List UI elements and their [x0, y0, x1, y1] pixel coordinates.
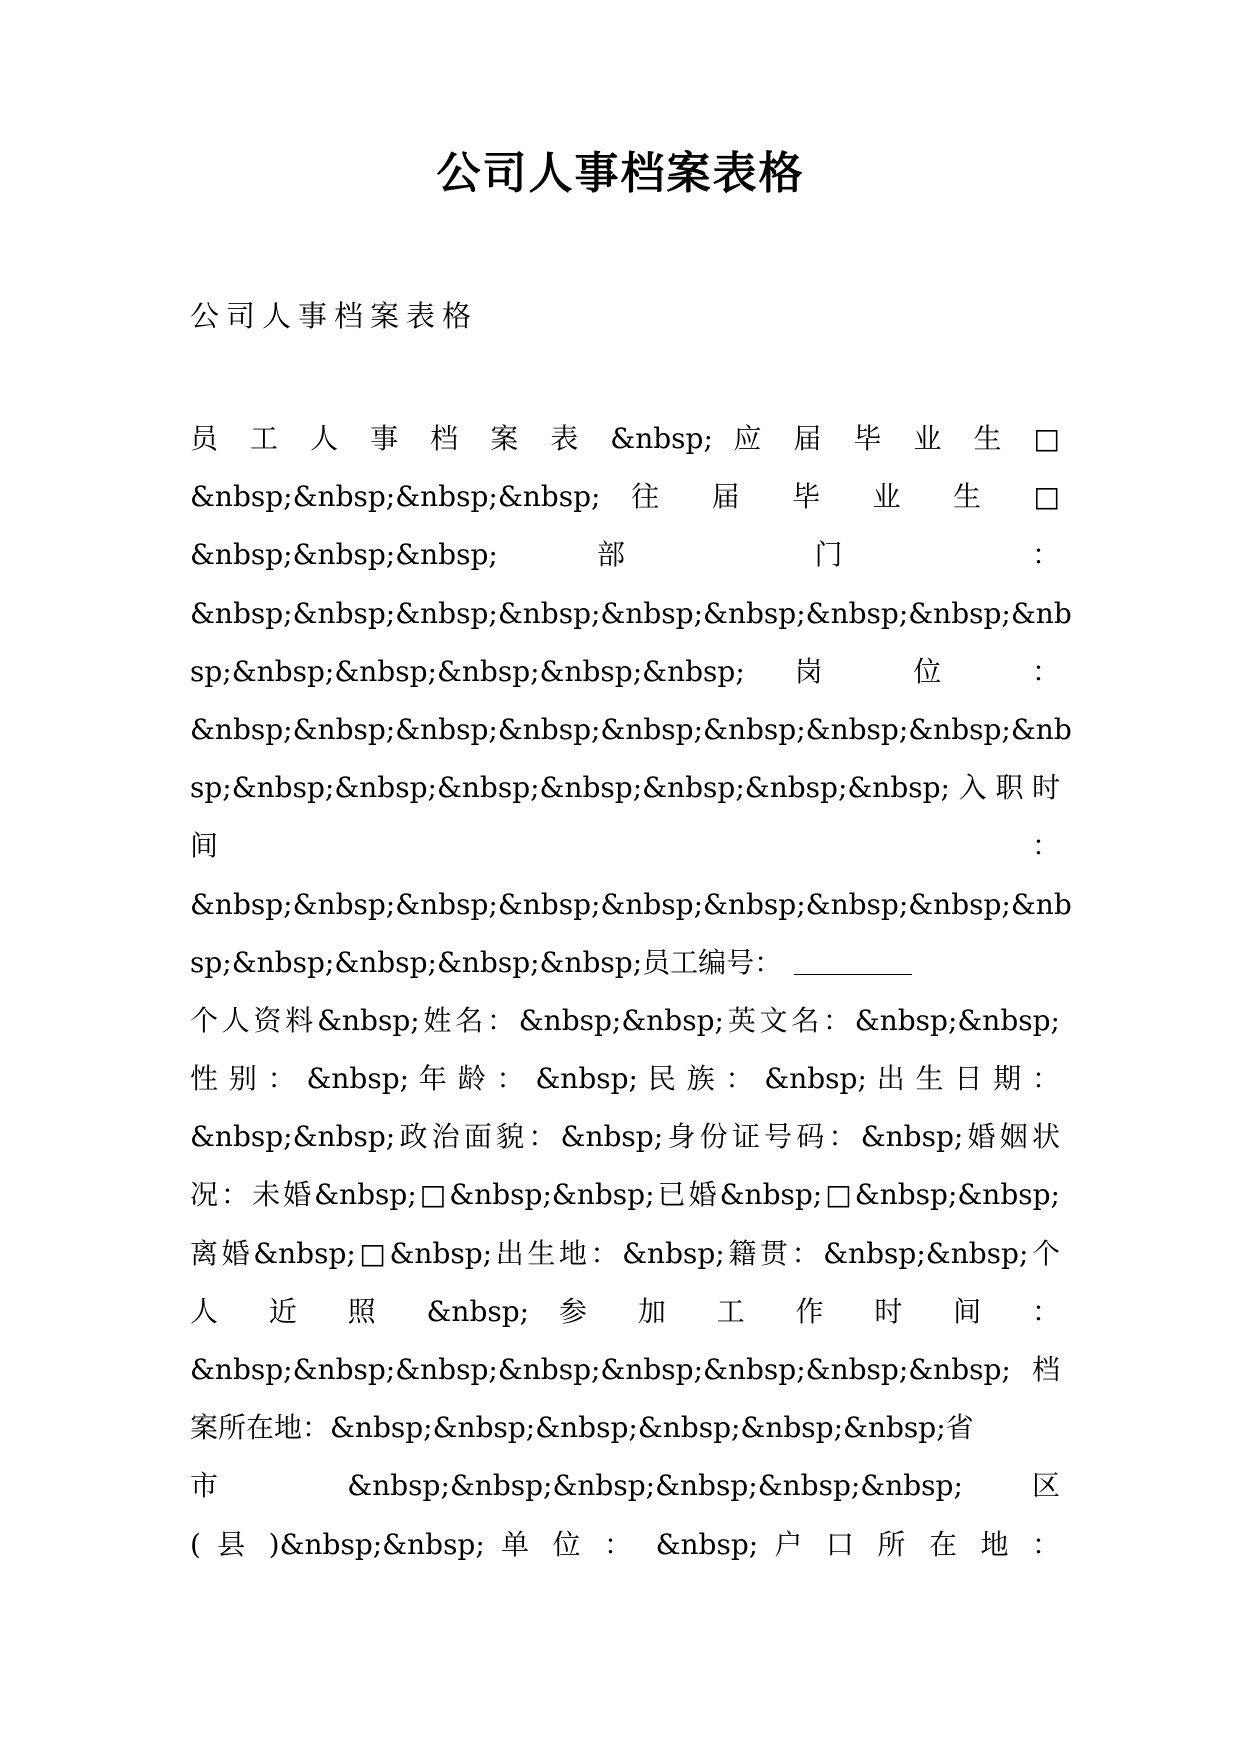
body-line: sp;&nbsp;&nbsp;&nbsp;&nbsp;员工编号：: [190, 945, 783, 979]
body-line: &nbsp;&nbsp;&nbsp;&nbsp;&nbsp;&nbsp;&nbsp;&nbsp; 档: [190, 1353, 1060, 1386]
document-body: [190, 410, 1072, 1574]
body-line: 间 ：: [190, 829, 1060, 863]
body-line: &nbsp;&nbsp;&nbsp;&nbsp;&nbsp;&nbsp;&nbsp;&nbsp;&nb: [190, 596, 1072, 630]
body-line: 况：未婚&nbsp;□&nbsp;&nbsp;已婚&nbsp;□&nbsp;&nbsp;: [190, 1178, 1060, 1212]
document-subtitle: 公司人事档案表格: [190, 299, 479, 333]
body-line: 性 别 ： &nbsp; 年 龄 ： &nbsp; 民 族 ： &nbsp; 出 生 日 期 ：: [190, 1062, 1060, 1096]
body-line: ( 县 )&nbsp;&nbsp; 单 位 ： &nbsp; 户 口 所 在 地 ：: [190, 1527, 1060, 1561]
body-line: 案所在地：&nbsp;&nbsp;&nbsp;&nbsp;&nbsp;&nbsp;省: [190, 1411, 974, 1445]
employee-id-blank-line: [794, 973, 912, 975]
document-title: 公司人事档案表格: [436, 148, 805, 199]
body-line: 市 &nbsp;&nbsp;&nbsp;&nbsp;&nbsp;&nbsp; 区: [190, 1469, 1060, 1503]
body-line: 个人资料&nbsp;姓名：&nbsp;&nbsp;英文名：&nbsp;&nbsp;: [190, 1003, 1060, 1037]
body-line: &nbsp;&nbsp;&nbsp; 部 门 ：: [190, 538, 1060, 572]
body-line: 员 工 人 事 档 案 表 &nbsp; 应 届 毕 业 生 □: [190, 422, 1060, 455]
body-line: &nbsp;&nbsp;&nbsp;&nbsp;&nbsp;&nbsp;&nbsp;&nbsp;&nb: [190, 887, 1072, 921]
body-line: 人 近 照 &nbsp; 参 加 工 作 时 间 ：: [190, 1294, 1060, 1328]
body-line: &nbsp;&nbsp;&nbsp;&nbsp;&nbsp;&nbsp;&nbsp;&nbsp;&nb: [190, 712, 1072, 746]
body-line: 离婚&nbsp;□&nbsp;出生地：&nbsp;籍贯：&nbsp;&nbsp;个: [190, 1236, 1060, 1270]
body-line: &nbsp;&nbsp;政治面貌：&nbsp;身份证号码：&nbsp;婚姻状: [190, 1120, 1060, 1154]
body-line: sp;&nbsp;&nbsp;&nbsp;&nbsp;&nbsp; 岗 位 ：: [190, 654, 1060, 688]
body-line: &nbsp;&nbsp;&nbsp;&nbsp; 往 届 毕 业 生 □: [190, 480, 1060, 514]
body-line-employee-id: [190, 934, 1060, 992]
body-line: sp;&nbsp;&nbsp;&nbsp;&nbsp;&nbsp;&nbsp;&nbsp;入职时: [190, 771, 1060, 805]
